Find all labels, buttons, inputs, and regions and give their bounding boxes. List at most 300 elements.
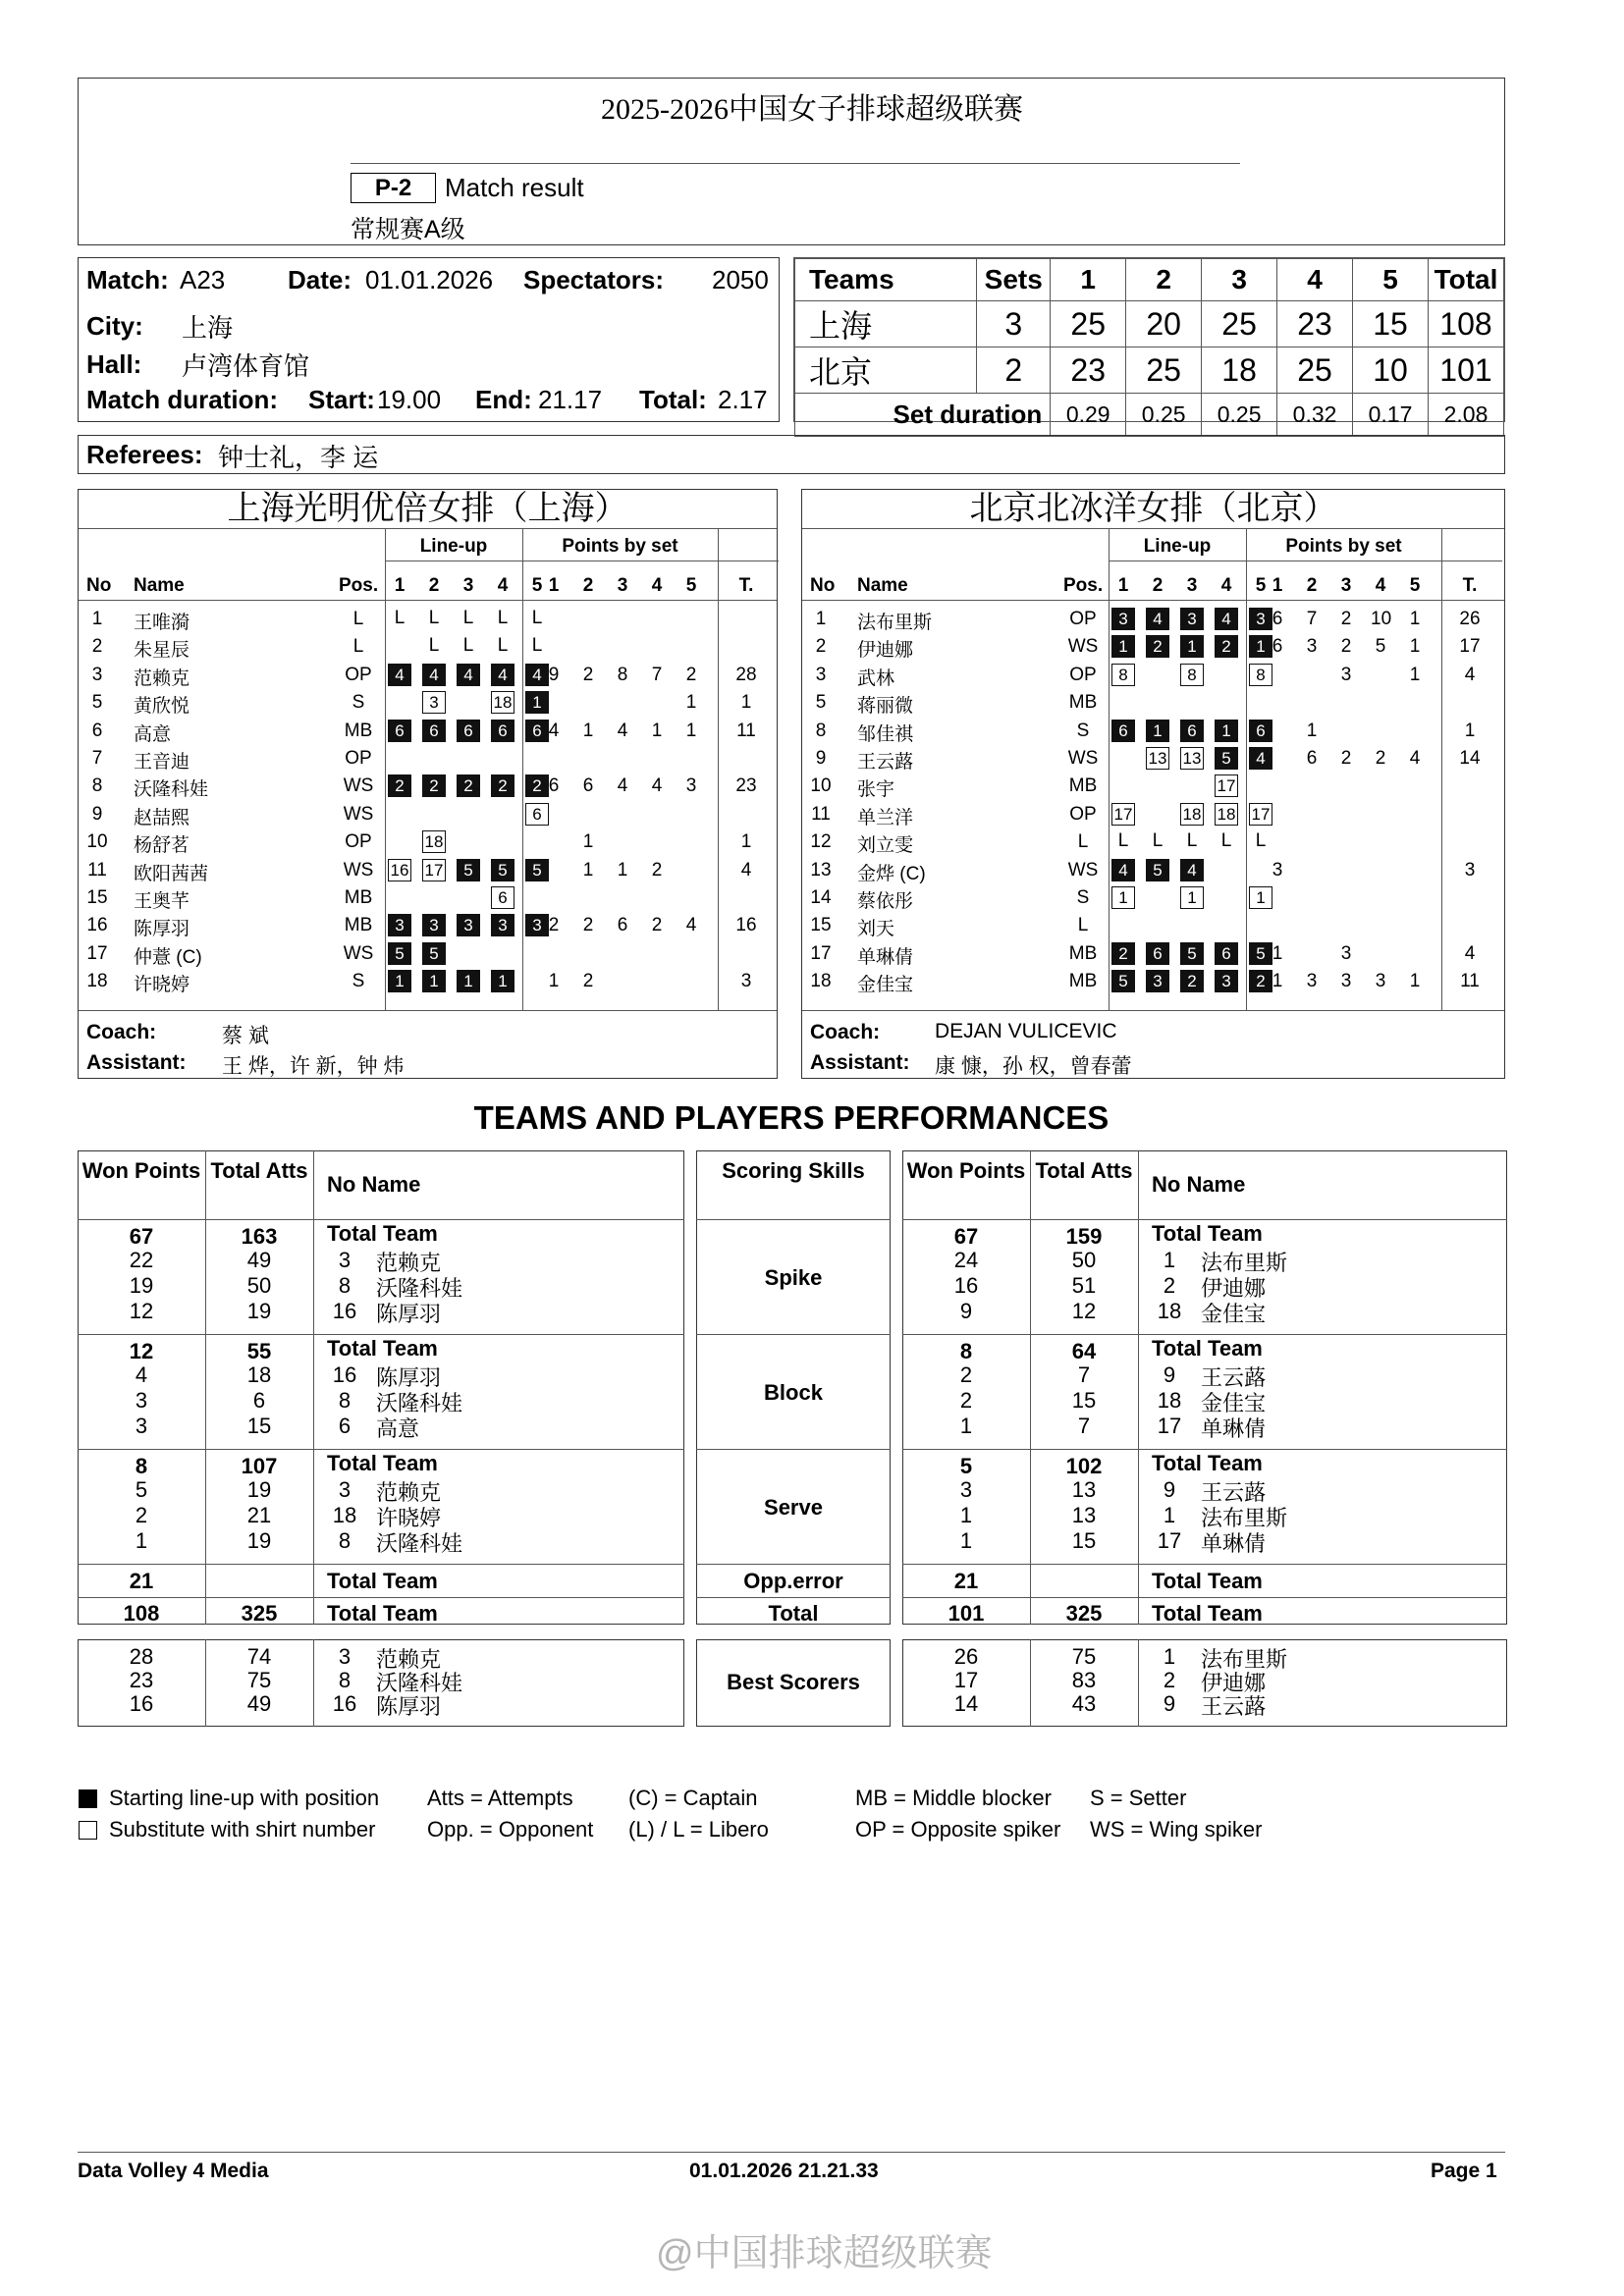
starting-position-box: 5 — [1249, 942, 1272, 965]
legend-op: OP = Opposite spiker — [855, 1817, 1061, 1842]
col-pos: Pos. — [1063, 575, 1104, 596]
player-name: 沃隆科娃 — [376, 1276, 463, 1301]
libero-marker: L — [531, 608, 543, 628]
starting-position-box: 6 — [457, 720, 480, 742]
player-name: 许晓婷 — [376, 1506, 442, 1530]
player-number: 6 — [91, 720, 103, 741]
row-divider — [78, 1564, 684, 1565]
player-number: 8 — [815, 720, 827, 741]
legend-starting: Starting line-up with position — [109, 1786, 380, 1810]
set-points: 7 — [1306, 609, 1318, 629]
right-total-atts: 325 — [1065, 1601, 1103, 1626]
hall-label: Hall: — [86, 349, 142, 379]
player-name: 金佳宝 — [1201, 1391, 1267, 1415]
starting-position-box: 5 — [457, 859, 480, 881]
row-divider — [78, 1449, 684, 1450]
left-team-won: 12 — [129, 1339, 154, 1363]
starting-position-box: 3 — [388, 914, 411, 936]
starting-position-box: 5 — [525, 859, 549, 881]
player-no: 9 — [1163, 1362, 1176, 1387]
set-points: 1 — [651, 720, 663, 741]
col-total: Total — [1428, 259, 1503, 301]
right-total-team-label: Total Team — [1152, 1336, 1263, 1361]
col-set3: 3 — [1202, 259, 1277, 301]
player-total-points: 3 — [740, 971, 752, 992]
player-name: 高意 — [134, 723, 172, 745]
player-name: 沃隆科娃 — [376, 1391, 463, 1415]
player-total-points: 17 — [1459, 636, 1481, 658]
player-no: 16 — [332, 1362, 357, 1387]
player-atts: 13 — [1071, 1477, 1097, 1502]
best-scorer-name: 陈厚羽 — [376, 1694, 442, 1719]
lineup-set-header: 2 — [428, 575, 440, 596]
opp-error-label: Opp.error — [743, 1569, 843, 1593]
starting-position-box: 5 — [388, 942, 411, 965]
player-name: 王奥芊 — [134, 891, 190, 912]
starting-position-box: 6 — [388, 720, 411, 742]
points-by-set-header: Points by set — [562, 536, 678, 557]
col-name: Name — [134, 575, 185, 596]
right-total-team: Total Team — [1152, 1601, 1263, 1626]
legend-mb: MB = Middle blocker — [855, 1786, 1052, 1810]
player-number: 17 — [810, 942, 832, 964]
libero-marker: L — [497, 635, 509, 657]
set-points: 3 — [1340, 971, 1352, 992]
player-name: 蔡依彤 — [857, 891, 914, 912]
row-divider — [78, 1334, 684, 1335]
score-team-away: 北京 — [795, 347, 977, 394]
set-points: 1 — [1272, 971, 1283, 992]
score-table-wrap — [793, 257, 1505, 429]
substitute-number-box: 1 — [1180, 886, 1204, 909]
date-label: Date: — [288, 265, 352, 294]
set-points: 3 — [1272, 859, 1283, 881]
starting-position-box: 6 — [491, 720, 514, 742]
player-number: 8 — [91, 775, 103, 797]
player-position: MB — [1068, 775, 1098, 797]
player-no: 17 — [1157, 1414, 1182, 1438]
right-opp-error: 21 — [953, 1569, 979, 1593]
assistant-names: 王 烨，许 新，钟 炜 — [222, 1055, 405, 1078]
player-won: 1 — [135, 1528, 148, 1553]
starting-position-box: 1 — [1180, 635, 1204, 658]
skill-name: Spike — [764, 1265, 823, 1290]
coach-name: DEJAN VULICEVIC — [935, 1020, 1117, 1042]
starting-position-box: 1 — [1249, 635, 1272, 658]
libero-marker: L — [1117, 830, 1129, 852]
player-name: 陈厚羽 — [376, 1365, 442, 1390]
libero-marker: L — [497, 608, 509, 628]
points-set-header: 1 — [1272, 575, 1283, 596]
score-cell: 3 — [977, 301, 1051, 347]
score-cell: 20 — [1126, 301, 1202, 347]
set-points: 4 — [651, 775, 663, 797]
team-name: 上海光明优倍女排（上海） — [79, 490, 777, 529]
left-total-won: 108 — [123, 1601, 160, 1626]
coach-name: 蔡 斌 — [222, 1025, 269, 1047]
player-number: 12 — [810, 831, 832, 853]
set-points: 1 — [1272, 942, 1283, 964]
best-scorer-no: 9 — [1163, 1691, 1176, 1716]
libero-marker: L — [394, 608, 406, 628]
set-points: 3 — [1340, 942, 1352, 964]
column-divider — [522, 529, 523, 1010]
player-atts: 13 — [1071, 1503, 1097, 1527]
player-number: 3 — [91, 664, 103, 685]
best-scorer-won: 23 — [129, 1668, 154, 1692]
player-won: 1 — [959, 1528, 973, 1553]
header-divider — [351, 163, 1240, 164]
player-position: L — [352, 609, 364, 629]
set-points: 1 — [685, 720, 697, 741]
player-won: 19 — [129, 1273, 154, 1298]
player-number: 9 — [815, 748, 827, 769]
player-won: 9 — [959, 1299, 973, 1323]
set-points: 1 — [548, 971, 560, 992]
player-position: MB — [1068, 942, 1098, 964]
starting-position-box: 4 — [525, 664, 549, 686]
libero-marker: L — [462, 635, 474, 657]
set-points: 4 — [685, 915, 697, 936]
player-position: MB — [344, 720, 373, 741]
substitute-number-box: 18 — [1215, 803, 1238, 826]
player-number: 2 — [91, 636, 103, 658]
starting-position-box: 4 — [1180, 859, 1204, 881]
player-won: 2 — [959, 1388, 973, 1413]
best-scorer-name: 沃隆科娃 — [376, 1671, 463, 1695]
player-number: 14 — [810, 887, 832, 908]
starting-position-box: 3 — [457, 914, 480, 936]
starting-position-box: 4 — [1111, 859, 1135, 881]
left-total-team-label: Total Team — [327, 1451, 438, 1475]
set-points: 1 — [1409, 609, 1421, 629]
points-set-header: 2 — [582, 575, 594, 596]
duration-label: Match duration: — [86, 385, 278, 414]
player-atts: 19 — [246, 1477, 272, 1502]
player-position: WS — [343, 942, 374, 964]
left-total-team: Total Team — [327, 1601, 438, 1626]
substitute-number-box: 17 — [1249, 803, 1272, 826]
set-points: 4 — [617, 775, 628, 797]
player-total-points: 14 — [1459, 748, 1481, 769]
score-cell: 10 — [1353, 347, 1429, 394]
player-total-points: 4 — [1464, 942, 1476, 964]
player-no: 18 — [1157, 1299, 1182, 1323]
substitute-number-box: 6 — [525, 803, 549, 826]
col-set4: 4 — [1277, 259, 1353, 301]
left-total-team-label: Total Team — [327, 1336, 438, 1361]
set-points: 1 — [1306, 720, 1318, 741]
city-value: 上海 — [182, 313, 234, 343]
player-won: 3 — [135, 1388, 148, 1413]
player-position: L — [1077, 831, 1089, 853]
starting-position-box: 2 — [422, 774, 446, 797]
player-position: OP — [1069, 609, 1097, 629]
player-name: 杨舒茗 — [134, 835, 190, 857]
player-atts: 50 — [246, 1273, 272, 1298]
player-won: 24 — [953, 1248, 979, 1272]
player-won: 12 — [129, 1299, 154, 1323]
substitute-number-box: 17 — [1215, 774, 1238, 797]
starting-position-box: 1 — [525, 691, 549, 714]
libero-marker: L — [531, 635, 543, 657]
performances-title: TEAMS AND PLAYERS PERFORMANCES — [473, 1099, 1110, 1136]
row-divider — [696, 1449, 891, 1450]
starting-position-box: 3 — [1249, 608, 1272, 630]
points-set-header: 3 — [617, 575, 628, 596]
player-name: 单琳倩 — [1201, 1416, 1267, 1441]
player-number: 3 — [815, 664, 827, 685]
starting-position-box: 2 — [1249, 970, 1272, 992]
player-won: 22 — [129, 1248, 154, 1272]
footer-software: Data Volley 4 Media — [78, 2160, 269, 2182]
player-atts: 18 — [246, 1362, 272, 1387]
column-divider — [313, 1150, 314, 1625]
best-scorer-no: 16 — [332, 1691, 357, 1716]
player-name: 伊迪娜 — [857, 640, 914, 662]
column-divider — [385, 529, 386, 1010]
watermark: @中国排球超级联赛 — [656, 2233, 993, 2274]
starting-position-box: 3 — [525, 914, 549, 936]
start-time: 19.00 — [377, 385, 442, 414]
starting-position-box: 2 — [1215, 635, 1238, 658]
player-atts: 50 — [1071, 1248, 1097, 1272]
score-cell: 25 — [1202, 301, 1277, 347]
col-set5: 5 — [1353, 259, 1429, 301]
set-points: 4 — [617, 720, 628, 741]
left-team-atts: 55 — [246, 1339, 272, 1363]
row-divider — [696, 1334, 891, 1335]
starting-position-box: 3 — [1111, 608, 1135, 630]
row-divider — [696, 1597, 891, 1598]
points-set-header: 1 — [548, 575, 560, 596]
best-scorer-won: 16 — [129, 1691, 154, 1716]
set-points: 6 — [582, 775, 594, 797]
player-number: 18 — [86, 971, 108, 992]
starting-position-box: 1 — [491, 970, 514, 992]
total-label: Total — [768, 1601, 819, 1626]
set-points: 2 — [582, 915, 594, 936]
starting-position-box: 6 — [422, 720, 446, 742]
home-atts-header: Total Atts — [210, 1158, 308, 1183]
player-atts: 21 — [246, 1503, 272, 1527]
player-number: 15 — [810, 915, 832, 936]
footer-page: Page 1 — [1431, 2160, 1497, 2182]
player-position: WS — [343, 775, 374, 797]
best-scorer-name: 法布里斯 — [1201, 1647, 1288, 1672]
starting-position-box: 3 — [422, 914, 446, 936]
spectators-label: Spectators: — [523, 265, 665, 294]
col-total: T. — [1462, 575, 1478, 596]
score-cell: 25 — [1051, 301, 1126, 347]
player-won: 1 — [959, 1414, 973, 1438]
end-label: End: — [475, 385, 532, 414]
score-cell: 23 — [1051, 347, 1126, 394]
header-divider — [802, 600, 1504, 601]
set-duration: 0.32 — [1277, 394, 1353, 437]
best-scorer-atts: 43 — [1071, 1691, 1097, 1716]
away-won-header: Won Points — [906, 1158, 1026, 1183]
total-label: Total: — [639, 385, 707, 414]
best-scorer-atts: 83 — [1071, 1668, 1097, 1692]
row-divider — [78, 1219, 684, 1220]
player-no: 1 — [1163, 1503, 1176, 1527]
coach-label: Coach: — [86, 1021, 157, 1043]
starting-position-box: 2 — [1180, 970, 1204, 992]
match-number: A23 — [180, 265, 226, 294]
right-opp-error-team: Total Team — [1152, 1569, 1263, 1593]
set-points: 1 — [685, 692, 697, 714]
substitute-number-box: 1 — [1249, 886, 1272, 909]
player-name: 单琳倩 — [857, 946, 914, 968]
starting-position-box: 3 — [1180, 608, 1204, 630]
player-atts: 15 — [1071, 1388, 1097, 1413]
player-name: 王音迪 — [134, 752, 190, 773]
col-no: No — [86, 575, 112, 596]
right-team-won: 5 — [959, 1454, 973, 1478]
starting-lineup-swatch — [79, 1789, 97, 1808]
footer-divider — [78, 2152, 1505, 2153]
set-points: 1 — [582, 720, 594, 741]
referees-label: Referees: — [86, 440, 203, 469]
set-points: 3 — [1306, 971, 1318, 992]
total-duration: 2.17 — [718, 385, 768, 414]
set-points: 6 — [548, 775, 560, 797]
set-points: 8 — [617, 664, 628, 685]
lineup-set-header: 1 — [1117, 575, 1129, 596]
player-position: OP — [345, 748, 372, 769]
starting-position-box: 5 — [1215, 747, 1238, 770]
starting-position-box: 2 — [491, 774, 514, 797]
substitute-number-box: 6 — [491, 886, 514, 909]
starting-position-box: 4 — [1215, 608, 1238, 630]
score-cell: 18 — [1202, 347, 1277, 394]
right-total-team-label: Total Team — [1152, 1221, 1263, 1246]
player-name: 范赖克 — [376, 1480, 442, 1505]
starting-position-box: 3 — [491, 914, 514, 936]
player-position: L — [352, 636, 364, 658]
player-name: 赵喆熙 — [134, 807, 190, 828]
player-number: 2 — [815, 636, 827, 658]
substitute-number-box: 13 — [1180, 747, 1204, 770]
player-name: 王唯漪 — [134, 613, 190, 633]
lineup-header: Line-up — [419, 536, 488, 557]
start-label: Start: — [308, 385, 375, 414]
libero-marker: L — [1255, 830, 1267, 852]
assistant-label: Assistant: — [86, 1051, 187, 1074]
column-divider — [1138, 1150, 1139, 1625]
substitute-number-box: 18 — [422, 830, 446, 853]
col-set1: 1 — [1051, 259, 1126, 301]
player-atts: 19 — [246, 1299, 272, 1323]
points-set-header: 5 — [1409, 575, 1421, 596]
starting-position-box: 5 — [422, 942, 446, 965]
right-team-atts: 102 — [1065, 1454, 1103, 1478]
starting-position-box: 2 — [388, 774, 411, 797]
set-points: 4 — [1409, 748, 1421, 769]
starting-position-box: 4 — [1249, 747, 1272, 770]
player-position: MB — [344, 887, 373, 908]
player-number: 7 — [91, 748, 103, 769]
row-divider — [696, 1219, 891, 1220]
best-scorer-atts: 75 — [1071, 1644, 1097, 1669]
player-name: 武林 — [857, 667, 895, 689]
libero-marker: L — [462, 608, 474, 628]
substitute-number-box: 8 — [1111, 664, 1135, 686]
starting-position-box: 1 — [1215, 720, 1238, 742]
legend-captain: (C) = Captain — [628, 1786, 758, 1810]
set-duration: 2.08 — [1428, 394, 1503, 437]
starting-position-box: 2 — [1111, 942, 1135, 965]
player-atts: 7 — [1077, 1414, 1091, 1438]
player-total-points: 1 — [1464, 720, 1476, 741]
right-total-team-label: Total Team — [1152, 1451, 1263, 1475]
set-points: 3 — [1306, 636, 1318, 658]
left-team-atts: 107 — [241, 1454, 278, 1478]
col-no: No — [810, 575, 836, 596]
row-divider — [902, 1334, 1507, 1335]
player-no: 17 — [1157, 1528, 1182, 1553]
report-title: Match result — [445, 173, 584, 202]
player-no: 8 — [338, 1388, 352, 1413]
player-name: 范赖克 — [134, 667, 190, 689]
points-set-header: 2 — [1306, 575, 1318, 596]
player-position: MB — [344, 915, 373, 936]
best-scorer-won: 28 — [129, 1644, 154, 1669]
skills-header: Scoring Skills — [722, 1158, 865, 1183]
starting-position-box: 2 — [525, 774, 549, 797]
player-position: OP — [345, 664, 372, 685]
player-name: 金烨 (C) — [857, 863, 926, 884]
libero-marker: L — [428, 635, 440, 657]
lineup-set-header: 2 — [1152, 575, 1164, 596]
starting-position-box: 4 — [388, 664, 411, 686]
player-name: 黄欣悦 — [134, 696, 190, 718]
best-scorers-label: Best Scorers — [727, 1670, 860, 1694]
best-scorer-name: 范赖克 — [376, 1647, 442, 1672]
home-team-roster — [78, 489, 778, 1079]
best-scorer-atts: 75 — [246, 1668, 272, 1692]
player-number: 15 — [86, 887, 108, 908]
player-name: 刘立雯 — [857, 835, 914, 857]
player-name: 金佳宝 — [1201, 1302, 1267, 1326]
starting-position-box: 5 — [491, 859, 514, 881]
substitute-number-box: 17 — [422, 859, 446, 881]
player-no: 2 — [1163, 1273, 1176, 1298]
set-points: 1 — [582, 859, 594, 881]
set-duration-label: Set duration — [795, 394, 1051, 437]
report-code: P-2 — [351, 173, 436, 203]
column-divider — [718, 529, 719, 1010]
substitute-swatch — [79, 1821, 97, 1840]
set-points: 5 — [1375, 636, 1386, 658]
player-number: 1 — [91, 609, 103, 629]
phase-label: 常规赛A级 — [351, 216, 465, 243]
lineup-header: Line-up — [1143, 536, 1212, 557]
starting-position-box: 1 — [388, 970, 411, 992]
set-points: 6 — [617, 915, 628, 936]
player-name: 高意 — [376, 1416, 420, 1441]
player-total-points: 16 — [735, 915, 757, 936]
substitute-number-box: 1 — [1111, 886, 1135, 909]
starting-position-box: 3 — [1215, 970, 1238, 992]
player-name: 范赖克 — [376, 1251, 442, 1275]
player-won: 4 — [135, 1362, 148, 1387]
legend-libero: (L) / L = Libero — [628, 1817, 769, 1842]
player-total-points: 4 — [740, 859, 752, 881]
referees-names: 钟士礼，李 运 — [218, 443, 379, 472]
player-won: 1 — [959, 1503, 973, 1527]
